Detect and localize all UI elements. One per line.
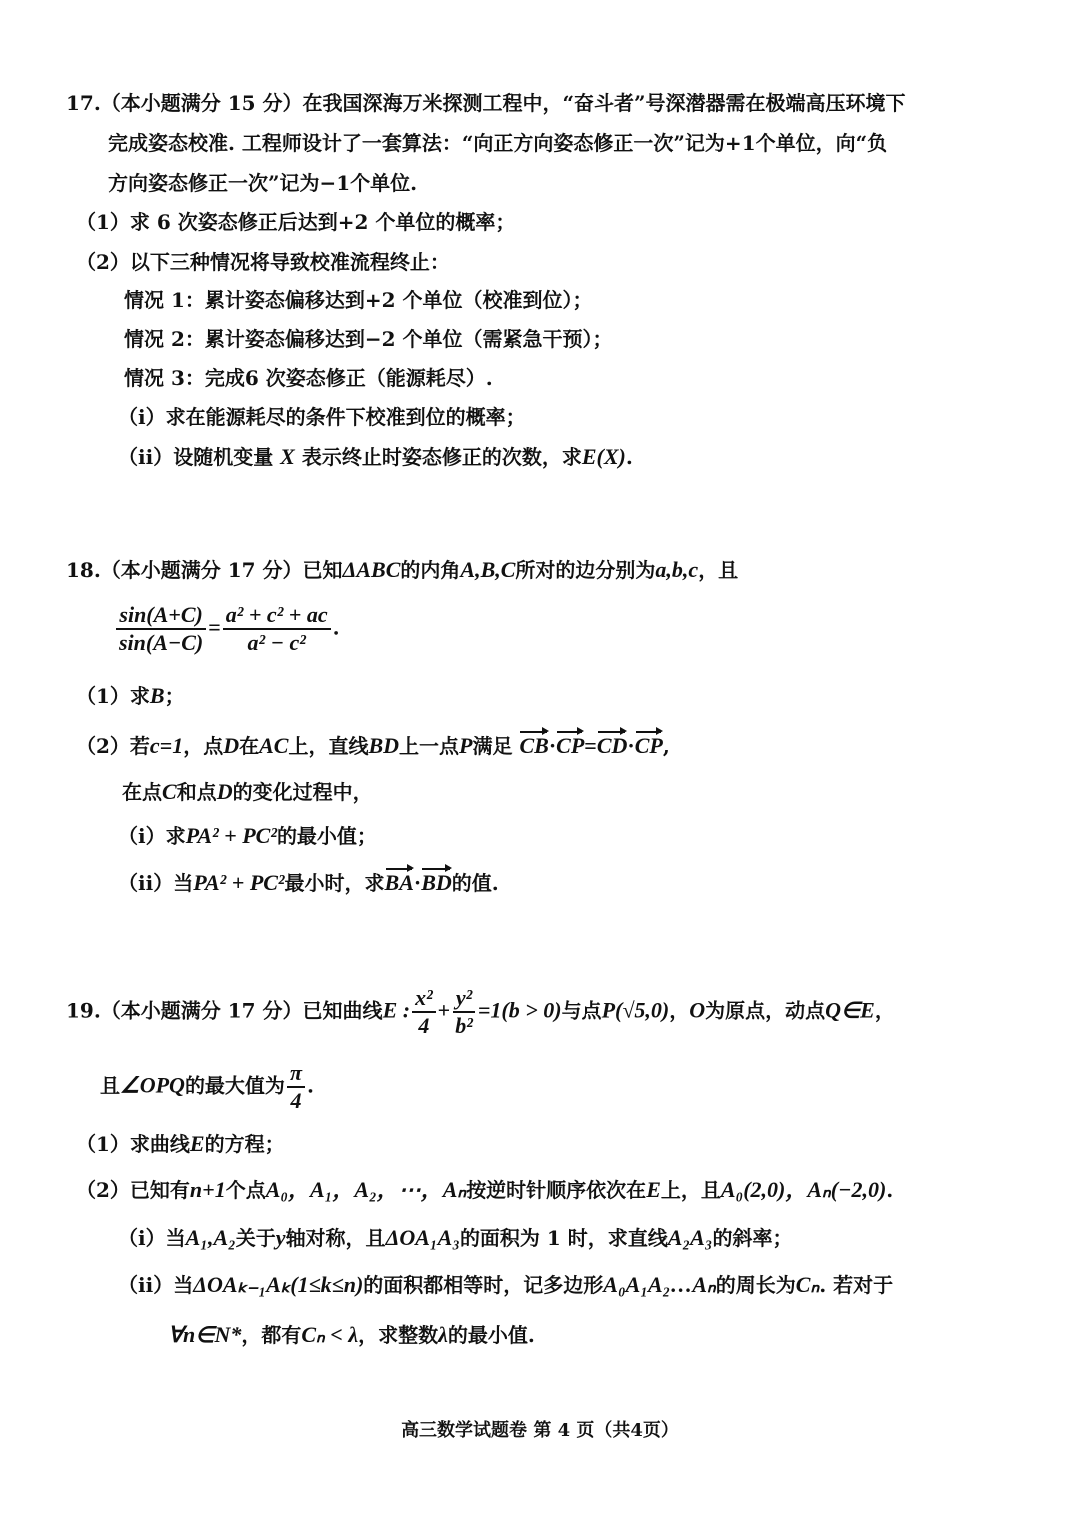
math: P	[459, 733, 473, 758]
math: A,B,C	[460, 557, 516, 582]
text: 的周长为	[715, 1273, 796, 1297]
fraction-sides	[223, 602, 331, 656]
q17-case3: 情况 3：完成6 次姿态修正（能源耗尽）.	[124, 366, 493, 390]
text: ，求整数	[358, 1323, 439, 1347]
math: n+1	[189, 1177, 226, 1202]
math: ∀n∈N*	[168, 1322, 242, 1347]
text: .	[886, 1178, 894, 1202]
q18-line1	[66, 557, 738, 583]
math-EX: E(X)	[581, 444, 626, 469]
vector-BA: BA	[384, 870, 414, 895]
text: 所对的边分别为	[515, 558, 656, 582]
math: O	[689, 997, 706, 1023]
math: PA² + PC²	[185, 823, 277, 848]
text: ，	[874, 998, 895, 1023]
vector-BD: BD	[421, 870, 452, 895]
text: 的面积都相等时，记多边形	[363, 1273, 604, 1297]
vector-CD: CD	[596, 733, 628, 758]
text: （1）求	[76, 684, 150, 708]
text: （2）若	[76, 734, 150, 758]
q19-part2	[76, 1177, 893, 1203]
math: E	[189, 1131, 205, 1156]
vector-CP: CP	[634, 733, 663, 758]
math: D	[216, 779, 233, 804]
text: 上，且	[660, 1178, 721, 1202]
math: C	[162, 779, 177, 804]
vector-CB: CB	[519, 733, 549, 758]
q18-sub-i	[118, 823, 377, 849]
text: ，都有	[241, 1323, 302, 1347]
q17-sub-ii	[118, 444, 633, 470]
text: 的最大值为	[184, 1073, 285, 1098]
vector-CP: CP	[556, 733, 585, 758]
text: .	[332, 615, 340, 640]
text: 上，直线	[288, 734, 369, 758]
q18-sub-ii	[118, 870, 499, 896]
math: E	[646, 1177, 661, 1202]
math-X: X	[280, 444, 295, 469]
q19-sub-ii	[118, 1272, 893, 1298]
text: ，且	[698, 558, 739, 582]
equals: =	[208, 614, 221, 640]
q19-line1	[66, 985, 895, 1039]
denominator: 4	[418, 1013, 430, 1038]
text: 的方程；	[204, 1132, 285, 1156]
text: 轴对称，且	[285, 1226, 386, 1250]
text: （i）求	[118, 824, 186, 848]
fraction-sin	[116, 602, 206, 656]
text: 的最小值.	[447, 1323, 535, 1347]
math: y	[275, 1225, 286, 1250]
numerator: sin(A+C)	[116, 602, 205, 630]
math: ΔOAₖ₋₁Aₖ(1≤k≤n)	[193, 1272, 364, 1297]
denominator: a² − c²	[247, 630, 306, 655]
q18-equation	[114, 602, 340, 656]
text: . 若对于	[819, 1273, 894, 1297]
text: 且	[100, 1073, 120, 1098]
q17-part1: （1）求 6 次姿态修正后达到+2 个单位的概率；	[76, 210, 516, 234]
text: 与点	[561, 998, 602, 1023]
text: （ii）当	[118, 871, 194, 895]
text: 在点	[122, 780, 162, 804]
q19-part1	[76, 1131, 285, 1157]
text: 19.（本小题满分 17 分）已知曲线	[66, 998, 383, 1023]
math: PA² + PC²	[193, 870, 285, 895]
q19-sub-ii-line2	[168, 1322, 535, 1348]
dot-operator: ·	[548, 733, 557, 758]
math: ΔABC	[342, 557, 401, 582]
math: AC	[259, 733, 289, 758]
dot-operator: ·	[627, 733, 635, 758]
text: 个点	[225, 1178, 266, 1202]
math: P(√5,0)	[601, 997, 670, 1023]
q17-part2: （2）以下三种情况将导致校准流程终止：	[76, 250, 450, 274]
text: 上一点	[399, 734, 460, 758]
math: ∠OPQ	[120, 1072, 185, 1098]
text: .	[306, 1073, 314, 1098]
dot-operator: ·	[413, 870, 422, 895]
fraction-x	[412, 985, 436, 1039]
text: 满足	[472, 734, 513, 758]
math: a,b,c	[655, 557, 699, 582]
text: 的最小值；	[276, 824, 377, 848]
math: A₁,A₂	[185, 1225, 236, 1250]
math: Cₙ	[795, 1272, 820, 1297]
text: 的面积为 1 时，求直线	[459, 1226, 668, 1250]
text: （ii）当	[118, 1273, 194, 1297]
numerator: y²	[453, 985, 475, 1013]
math: c=1	[149, 733, 184, 758]
denominator: 4	[290, 1088, 302, 1113]
math: Cₙ < λ	[301, 1322, 359, 1347]
q18-part2	[76, 733, 670, 759]
fraction-pi	[287, 1060, 305, 1114]
text: ,	[662, 734, 670, 758]
q18-part1	[76, 683, 185, 709]
q17-case2: 情况 2：累计姿态偏移达到−2 个单位（需紧急干预）；	[124, 327, 613, 351]
math: A₀A₁A₂…Aₙ	[603, 1272, 716, 1297]
math: A₀，A₁，A₂，⋯，Aₙ	[265, 1177, 467, 1202]
text: 关于	[235, 1226, 276, 1250]
math: A₀(2,0)，Aₙ(−2,0)	[720, 1177, 887, 1202]
equals: =	[584, 733, 597, 758]
text: （1）求曲线	[76, 1132, 190, 1156]
page-footer: 高三数学试题卷 第 4 页（共4页）	[401, 1420, 679, 1441]
q18-part2-line2	[122, 779, 373, 805]
math: Q∈E	[825, 997, 875, 1023]
q19-sub-i	[118, 1225, 792, 1251]
text: .	[625, 445, 633, 469]
text: 的内角	[400, 558, 461, 582]
math: D	[223, 733, 240, 758]
denominator: b²	[455, 1013, 473, 1038]
math: λ	[438, 1322, 448, 1347]
fraction-y	[452, 985, 476, 1039]
text: 在	[239, 734, 260, 758]
math: BD	[368, 733, 400, 758]
text: 的变化过程中，	[232, 780, 373, 804]
numerator: π	[287, 1060, 305, 1088]
text: 表示终止时姿态修正的次数，求	[301, 445, 582, 469]
text: 18.（本小题满分 17 分）已知	[66, 558, 343, 582]
q17-line3: 方向姿态修正一次”记为−1个单位.	[108, 171, 418, 195]
text: （ii）设随机变量	[118, 445, 274, 469]
q17-case1: 情况 1：累计姿态偏移达到+2 个单位（校准到位）；	[124, 288, 593, 312]
plus: +	[437, 997, 451, 1023]
text: 按逆时针顺序依次在	[466, 1178, 647, 1202]
text: ，点	[183, 734, 224, 758]
text: 和点	[176, 780, 217, 804]
q17-sub-i: （i）求在能源耗尽的条件下校准到位的概率；	[118, 405, 526, 429]
math: B	[149, 683, 165, 708]
math: E :	[382, 997, 411, 1023]
numerator: x²	[412, 985, 436, 1013]
text: （2）已知有	[76, 1178, 190, 1202]
math: ΔOA₁A₃	[385, 1225, 460, 1250]
numerator: a² + c² + ac	[223, 602, 331, 630]
math: A₂A₃	[667, 1225, 713, 1250]
q19-line2	[100, 1060, 314, 1114]
q17-line1: 17.（本小题满分 15 分）在我国深海万米探测工程中，“奋斗者”号深潜器需在极端高压环境下	[66, 91, 906, 115]
text: ；	[164, 684, 185, 708]
text: 最小时，求	[284, 871, 385, 895]
denominator: sin(A−C)	[119, 630, 204, 655]
text: 的值.	[451, 871, 499, 895]
math: =1(b > 0)	[477, 997, 562, 1023]
text: ，	[669, 998, 690, 1023]
text: 的斜率；	[712, 1226, 793, 1250]
text: （i）当	[118, 1226, 186, 1250]
text: 为原点，动点	[705, 998, 826, 1023]
q17-line2: 完成姿态校准. 工程师设计了一套算法：“向正方向姿态修正一次”记为+1个单位，向“负	[108, 131, 888, 155]
